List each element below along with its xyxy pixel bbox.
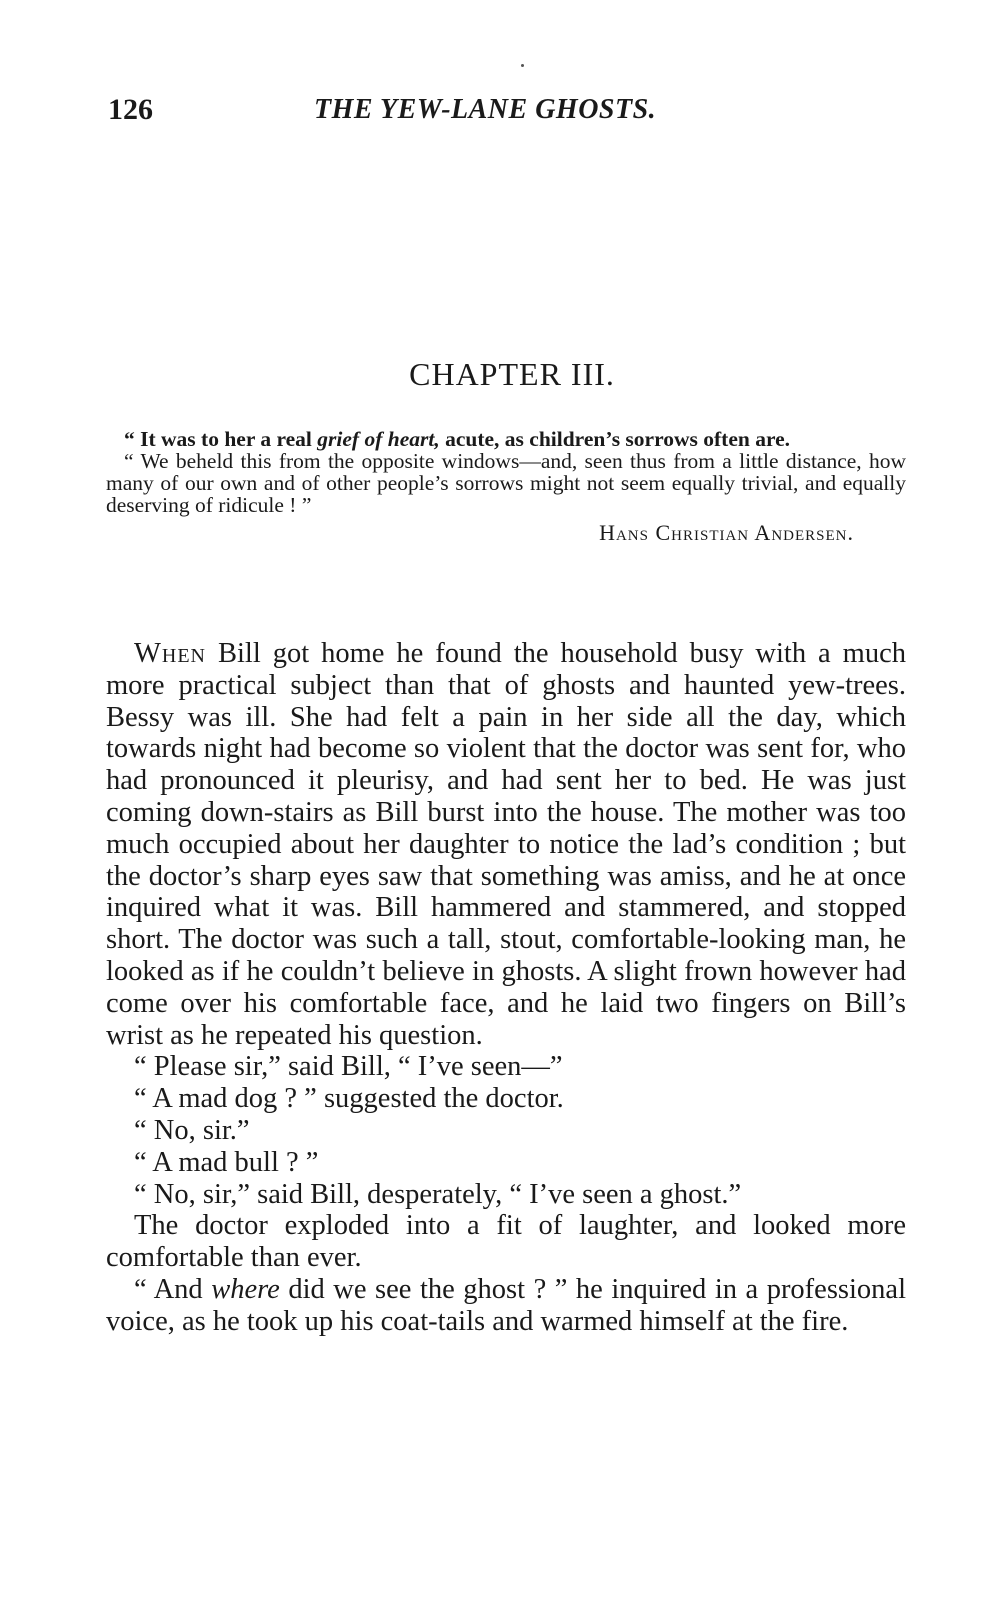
body-paragraph-1 [106, 638, 906, 1051]
chapter-title: CHAPTER III. [409, 356, 615, 392]
body-paragraph-3: “ A mad dog ? ” suggested the doctor. [134, 1083, 564, 1115]
epigraph-attribution: Hans Christian Andersen. [599, 520, 854, 545]
page-number: 126 [108, 93, 153, 126]
body-paragraph-8 [106, 1274, 906, 1338]
epigraph-text: “ It was to her a real [124, 427, 318, 451]
paragraph-text: did we see the ghost ? ” he inquired in a professional voice, as he took up his coat-tails and warmed himself at the fire. [106, 1273, 906, 1337]
epigraph-text: acute, as children’s sorrows often are. [439, 427, 791, 451]
print-speck [521, 64, 524, 67]
body-paragraph-5: “ A mad bull ? ” [134, 1146, 319, 1178]
body-paragraph-7: The doctor exploded into a fit of laughter, and looked more comfortable than ever. [106, 1210, 906, 1274]
paragraph-text: Bill got home he found the household busy with a much more practical subject than that of ghosts and haunted yew-trees. Bessy was ill. She had felt a pain in her side all the day, which towards night had become so violent that the doctor was sent for, who had pronounced it pleurisy, and had sent her to bed. He was just coming down-stairs as Bill burst into the house. The mother was too much occupied about her daughter to notice the lad’s condition ; but the doctor’s sharp eyes saw that something was amiss, and he at once inquired what it was. Bill hammered and stammered, and stopped short. The doctor was such a tall, stout, comfortable-looking man, he looked as if he couldn’t believe in ghosts. A slight frown however had come over his comfortable face, and he laid two fingers on Bill’s wrist as he repeated his question. [106, 638, 906, 1051]
chapter-body [106, 638, 906, 1338]
paragraph-emphasis: where [211, 1273, 280, 1305]
opening-word: When [134, 638, 207, 669]
epigraph-emphasis: grief of heart, [317, 427, 440, 451]
epigraph [106, 428, 906, 544]
body-paragraph-6: “ No, sir,” said Bill, desperately, “ I’ve seen a ghost.” [134, 1178, 742, 1210]
body-paragraph-4: “ No, sir.” [134, 1114, 250, 1146]
paragraph-text: “ And [134, 1273, 212, 1305]
running-head [108, 94, 908, 134]
body-paragraph-2: “ Please sir,” said Bill, “ I’ve seen—” [134, 1051, 563, 1083]
epigraph-paragraph-2: “ We beheld this from the opposite windows—and, seen thus from a little distance, how many of our own and of other people’s sorrows might not seem equally trivial, and equally deserving of ridicule ! ” [106, 449, 906, 517]
running-title: THE YEW-LANE GHOSTS. [314, 94, 657, 125]
epigraph-paragraph-1 [106, 428, 906, 450]
